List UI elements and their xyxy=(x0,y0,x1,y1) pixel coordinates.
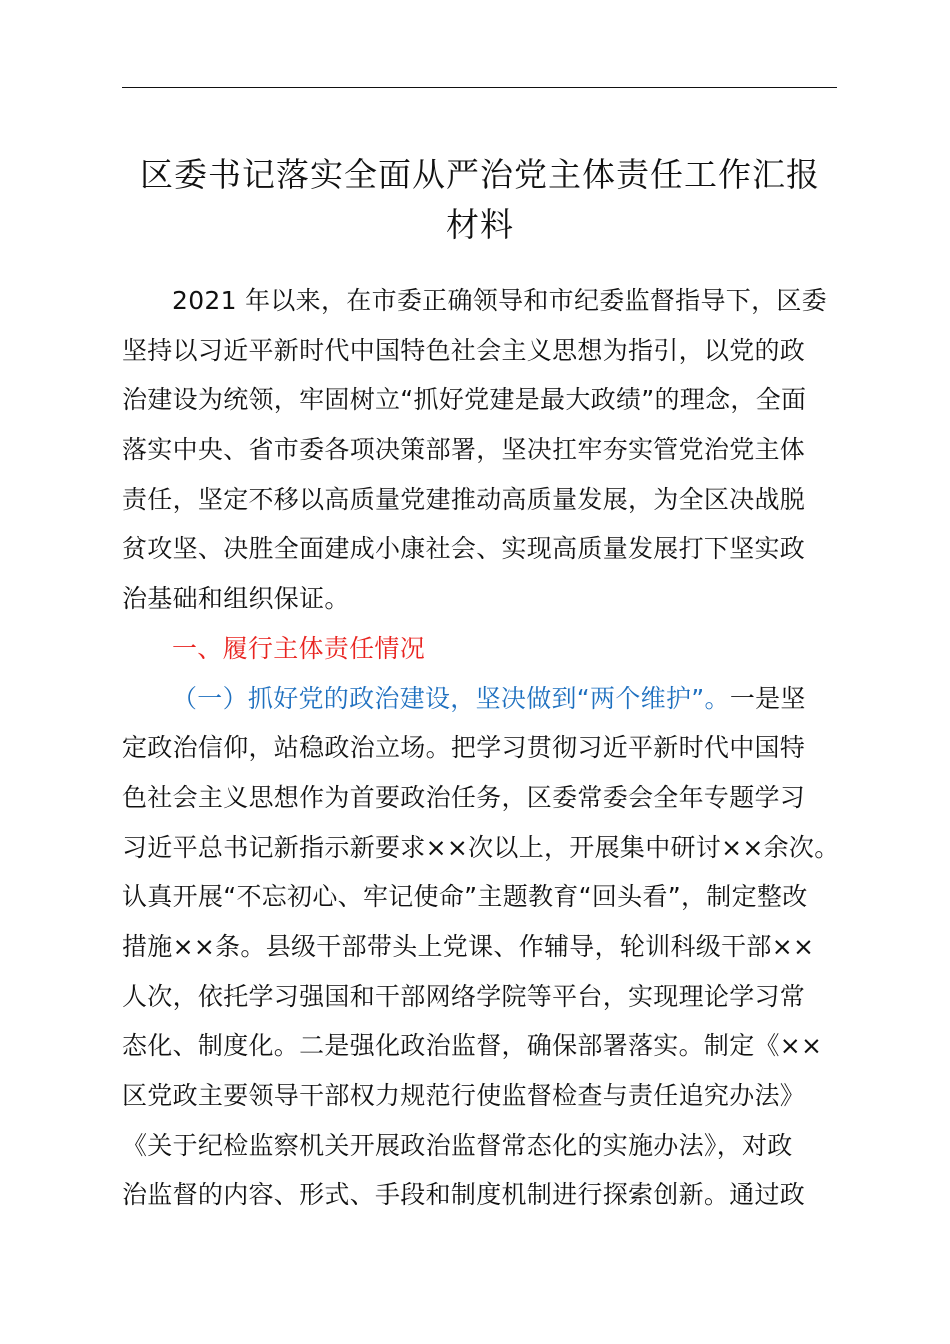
document-body xyxy=(122,276,842,1220)
subsection-heading: （一）抓好党的政治建设，坚决做到“两个维护”。 xyxy=(172,683,730,713)
paragraph-line: 坚持以习近平新时代中国特色社会主义思想为指引，以党的政 xyxy=(122,335,806,365)
paragraph-line: 2021 年以来，在市委正确领导和市纪委监督指导下，区委 xyxy=(172,286,827,315)
paragraph-line: 治监督的内容、形式、手段和制度机制进行探索创新。通过政 xyxy=(122,1180,806,1210)
paragraph-line: 定政治信仰，站稳政治立场。把学习贯彻习近平新时代中国特 xyxy=(122,733,806,763)
paragraph-line: 态化、制度化。二是强化政治监督，确保部署落实。制定《×× xyxy=(122,1031,823,1061)
paragraph-line: 责任，坚定不移以高质量党建推动高质量发展，为全区决战脱 xyxy=(122,484,806,514)
section-heading: 一、履行主体责任情况 xyxy=(172,633,426,663)
paragraph-line: 色社会主义思想作为首要政治任务，区委常委会全年专题学习 xyxy=(122,782,806,812)
subheading-line xyxy=(122,674,842,724)
paragraph-line: 人次，依托学习强国和干部网络学院等平台，实现理论学习常 xyxy=(122,981,806,1011)
document-title xyxy=(110,150,850,250)
paragraph-line: 《关于纪检监察机关开展政治监督常态化的实施办法》，对政 xyxy=(122,1130,793,1160)
header-rule xyxy=(122,87,837,88)
paragraph-line: 治建设为统领，牢固树立“抓好党建是最大政绩”的理念，全面 xyxy=(122,385,807,415)
paragraph-line: 贫攻坚、决胜全面建成小康社会、实现高质量发展打下坚实政 xyxy=(122,534,806,564)
title-line-1: 区委书记落实全面从严治党主体责任工作汇报 xyxy=(140,155,820,194)
paragraph-line: 治基础和组织保证。 xyxy=(122,584,350,614)
paragraph-text: 一是坚 xyxy=(729,683,806,713)
paragraph-line: 习近平总书记新指示新要求××次以上，开展集中研讨××余次。 xyxy=(122,832,840,862)
title-line-2: 材料 xyxy=(446,205,514,244)
paragraph-line: 落实中央、省市委各项决策部署，坚决扛牢夯实管党治党主体 xyxy=(122,435,806,465)
paragraph-line: 措施××条。县级干部带头上党课、作辅导，轮训科级干部×× xyxy=(122,931,815,961)
paragraph-line: 区党政主要领导干部权力规范行使监督检查与责任追究办法》 xyxy=(122,1081,806,1110)
paragraph-line: 认真开展“不忘初心、牢记使命”主题教育“回头看”，制定整改 xyxy=(122,882,808,912)
